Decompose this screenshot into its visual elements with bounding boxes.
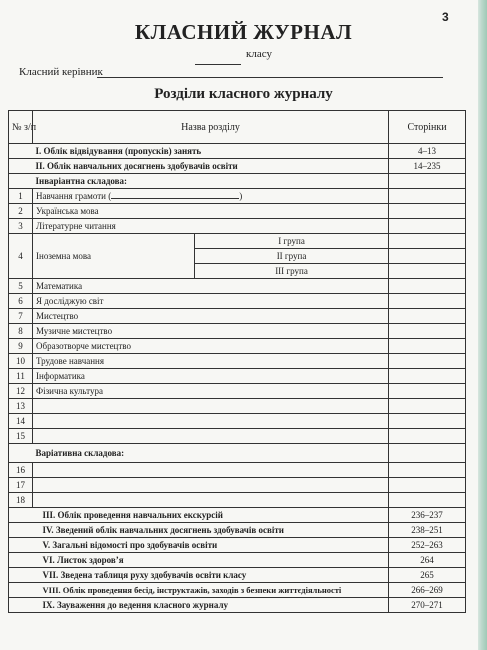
section-pages: 252–263 bbox=[389, 538, 466, 553]
table-row bbox=[9, 279, 466, 294]
subject-name: Музичне мистецтво bbox=[33, 324, 389, 339]
row-num: 4 bbox=[9, 234, 33, 279]
table-row bbox=[9, 339, 466, 354]
sections-table bbox=[8, 110, 466, 613]
section-pages: 4–13 bbox=[389, 144, 466, 159]
row-num: 3 bbox=[9, 219, 33, 234]
row-num: 5 bbox=[9, 279, 33, 294]
class-blank-line bbox=[195, 53, 241, 65]
sections-subtitle: Розділи класного журналу bbox=[154, 86, 333, 102]
section-name: І. Облік відвідування (пропусків) занять bbox=[33, 144, 389, 159]
row-num: 2 bbox=[9, 204, 33, 219]
subject-name bbox=[33, 414, 389, 429]
table-row bbox=[9, 204, 466, 219]
table-row bbox=[9, 523, 466, 538]
header-pages: Сторінки bbox=[389, 111, 466, 144]
table-row bbox=[9, 384, 466, 399]
teacher-blank-line bbox=[97, 77, 443, 78]
subject-name: Образотворче мистецтво bbox=[33, 339, 389, 354]
section-pages: 266–269 bbox=[389, 583, 466, 598]
row-num: 10 bbox=[9, 354, 33, 369]
table-row bbox=[9, 174, 466, 189]
subject-name bbox=[33, 429, 389, 444]
section-name: IV. Зведений облік навчальних досягнень здобувачів освіти bbox=[33, 523, 389, 538]
table-row bbox=[9, 294, 466, 309]
header-num: № з/п bbox=[9, 111, 33, 144]
row-num: 8 bbox=[9, 324, 33, 339]
group-label: ІІІ група bbox=[195, 264, 389, 279]
subject-name: Мистецтво bbox=[33, 309, 389, 324]
table-row bbox=[9, 553, 466, 568]
section-pages: 265 bbox=[389, 568, 466, 583]
table-row bbox=[9, 583, 466, 598]
table-row bbox=[9, 414, 466, 429]
section-name: VIII. Облік проведення бесід, інструктажів, заходів з безпеки життєдіяльності bbox=[33, 583, 389, 598]
table-row bbox=[9, 369, 466, 384]
section-name: IX. Зауваження до ведення класного журналу bbox=[33, 598, 389, 613]
table-row bbox=[9, 508, 466, 523]
section-name: V. Загальні відомості про здобувачів освіти bbox=[33, 538, 389, 553]
row-num: 13 bbox=[9, 399, 33, 414]
section-pages: 14–235 bbox=[389, 159, 466, 174]
subject-blank-line bbox=[111, 190, 239, 199]
page-title: КЛАСНИЙ ЖУРНАЛ bbox=[134, 20, 353, 44]
page-number: 3 bbox=[442, 10, 449, 24]
table-row bbox=[9, 568, 466, 583]
table-row bbox=[9, 493, 466, 508]
row-num: 14 bbox=[9, 414, 33, 429]
section-name: ІІ. Облік навчальних досягнень здобувачів освіти bbox=[33, 159, 389, 174]
row-num: 18 bbox=[9, 493, 33, 508]
subject-name: Трудове навчання bbox=[33, 354, 389, 369]
table-header-row bbox=[9, 111, 466, 144]
table-row bbox=[9, 478, 466, 493]
section-name: ІІІ. Облік проведення навчальних екскурсій bbox=[33, 508, 389, 523]
table-row bbox=[9, 159, 466, 174]
table-row bbox=[9, 399, 466, 414]
subject-name: Я досліджую світ bbox=[33, 294, 389, 309]
table-row bbox=[9, 429, 466, 444]
row-num: 17 bbox=[9, 478, 33, 493]
row-num: 7 bbox=[9, 309, 33, 324]
section-pages: 264 bbox=[389, 553, 466, 568]
teacher-label: Класний керівник bbox=[19, 66, 103, 78]
section-pages: 238–251 bbox=[389, 523, 466, 538]
table-row bbox=[9, 144, 466, 159]
row-num: 15 bbox=[9, 429, 33, 444]
section-pages: 270–271 bbox=[389, 598, 466, 613]
table-row bbox=[9, 354, 466, 369]
table-row bbox=[9, 598, 466, 613]
table-row bbox=[9, 538, 466, 553]
section-name: VII. Зведена таблиця руху здобувачів освіти класу bbox=[33, 568, 389, 583]
row-num: 12 bbox=[9, 384, 33, 399]
table-row bbox=[9, 219, 466, 234]
table-row bbox=[9, 463, 466, 478]
class-label: класу bbox=[246, 48, 272, 60]
subject-name: Літературне читання bbox=[33, 219, 389, 234]
table-row bbox=[9, 234, 466, 249]
table-row bbox=[9, 324, 466, 339]
table-row bbox=[9, 189, 466, 204]
row-num: 11 bbox=[9, 369, 33, 384]
variant-label: Варіативна складова: bbox=[33, 444, 389, 463]
header-name: Назва розділу bbox=[33, 111, 389, 144]
row-num: 1 bbox=[9, 189, 33, 204]
group-label: І група bbox=[195, 234, 389, 249]
row-num: 6 bbox=[9, 294, 33, 309]
subject-name: Навчання грамоти ( ) bbox=[33, 189, 389, 204]
subject-name: Інформатика bbox=[33, 369, 389, 384]
table-row bbox=[9, 444, 466, 463]
group-label: ІІ група bbox=[195, 249, 389, 264]
subject-name: Математика bbox=[33, 279, 389, 294]
subject-name: Фізична культура bbox=[33, 384, 389, 399]
section-pages: 236–237 bbox=[389, 508, 466, 523]
page-edge bbox=[478, 0, 487, 650]
section-name: VI. Листок здоров’я bbox=[33, 553, 389, 568]
row-num: 9 bbox=[9, 339, 33, 354]
invariant-label: Інваріантна складова: bbox=[33, 174, 389, 189]
subject-name: Українська мова bbox=[33, 204, 389, 219]
row-num: 16 bbox=[9, 463, 33, 478]
table-row bbox=[9, 309, 466, 324]
subject-name: Іноземна мова bbox=[33, 234, 195, 279]
subject-name bbox=[33, 399, 389, 414]
